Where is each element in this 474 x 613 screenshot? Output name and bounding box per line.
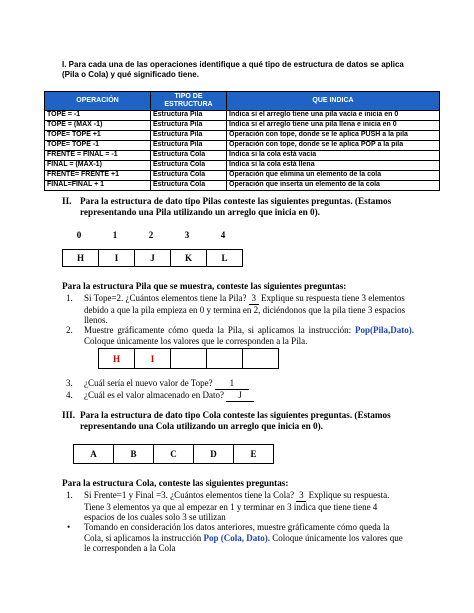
q3-text: ¿Cuál sería el nuevo valor de Tope? <box>84 378 213 388</box>
cell-que-indica: Operación con tope, donde se le aplica POP a la pila <box>227 141 440 151</box>
cell-operacion: FINAL = (MAX-1) <box>45 161 151 171</box>
table-row <box>45 171 440 181</box>
column-header-que-indica: QUE INDICA <box>227 92 440 111</box>
cell-tipo: Estructura Pila <box>151 141 227 151</box>
table-row <box>45 121 440 131</box>
queue-q1-text: Si Frente=1 y Final =3. ¿Cuántos elementos tiene la Cola? <box>84 490 295 500</box>
cell-que-indica: Operación con tope, donde se le aplica PUSH a la pila <box>227 131 440 141</box>
q1-number: 1. <box>66 293 73 303</box>
stack-question-1 <box>84 293 414 326</box>
cell-operacion: TOPE= TOPE +1 <box>45 131 151 141</box>
stack-question-3 <box>84 378 249 390</box>
cell-tipo: Estructura Pila <box>151 121 227 131</box>
cell-operacion: TOPE = -1 <box>45 111 151 121</box>
cell-operacion: TOPE= TOPE -1 <box>45 141 151 151</box>
q2-number: 2. <box>66 325 73 335</box>
queue-cell: E <box>233 444 274 464</box>
queue-q1-number: 1. <box>66 490 73 500</box>
cell-tipo: Estructura Cola <box>151 151 227 161</box>
cell-tipo: Estructura Cola <box>151 181 227 191</box>
stack-result-cell: H <box>98 348 135 369</box>
stack-question-2 <box>84 325 414 346</box>
stack-result-cell <box>242 348 279 369</box>
index-label: 4 <box>220 230 226 240</box>
table-row <box>45 111 440 121</box>
q2-text-end: Coloque únicamente los valores que le corresponden a la Pila. <box>84 335 308 346</box>
queue-cell: D <box>193 444 234 464</box>
stack-cell: I <box>98 249 135 267</box>
queue-questions-intro: Para la estructura Cola, conteste las siguientes preguntas: <box>62 478 289 488</box>
cell-tipo: Estructura Pila <box>151 131 227 141</box>
column-header-tipo: TIPO DE ESTRUCTURA <box>151 92 227 111</box>
index-label: 1 <box>112 230 118 240</box>
index-label: 3 <box>184 230 190 240</box>
stack-cell: L <box>206 249 243 267</box>
queue-bullet-text: Tomando en consideración los datos anteriores, muestre gráficamente cómo queda la Cola, si aplicamos la instrucción <box>84 522 390 543</box>
queue-bullet-question <box>84 522 410 554</box>
q3-number: 3. <box>66 378 73 388</box>
index-label: 2 <box>148 230 154 240</box>
stack-result-cell <box>206 348 243 369</box>
operations-table <box>44 91 440 191</box>
stack-cell: K <box>170 249 207 267</box>
cell-que-indica: Operación que elimina un elemento de la cola <box>227 171 440 181</box>
cell-tipo: Estructura Cola <box>151 161 227 171</box>
section-2-number: II. <box>62 196 72 206</box>
queue-q1-answer: 3 <box>296 490 306 502</box>
stack-cell: J <box>134 249 171 267</box>
stack-result-cell: I <box>134 348 171 369</box>
queue-cell: A <box>73 444 114 464</box>
table-row <box>45 161 440 171</box>
queue-cell: B <box>113 444 154 464</box>
table-row <box>45 181 440 191</box>
q2-instruction: Pop(Pila,Dato). <box>355 325 415 335</box>
stack-question-4 <box>84 390 254 402</box>
cell-operacion: FRENTE = FINAL = -1 <box>45 151 151 161</box>
stack-cell: H <box>62 249 99 267</box>
cell-tipo: Estructura Cola <box>151 171 227 181</box>
cell-operacion: FRENTE= FRENTE +1 <box>45 171 151 181</box>
queue-cell: C <box>153 444 194 464</box>
section-3-heading: Para la estructura de dato tipo Cola conteste las siguientes preguntas. (Estamos representando una Cola utilizando un arreglo que inicia en 0). <box>80 410 391 431</box>
q4-number: 4. <box>66 390 73 400</box>
cell-que-indica: Operación que inserta un elemento de la cola <box>227 181 440 191</box>
queue-array <box>73 444 273 464</box>
queue-bullet-text-end: Coloque únicamente los valores que le corresponden a la Cola <box>84 532 403 553</box>
q1-answer: 3 <box>249 293 259 305</box>
q1-explanation: Explique su respuesta tiene 3 elementos debido a que la pila empieza en 0 y termina en 2, diciéndonos que la pila tiene 3 espacios llenos. <box>84 293 406 325</box>
cell-que-indica: Indica si el arreglo tiene una pila vacía e inicia en 0 <box>227 111 440 121</box>
table-header-row <box>45 92 440 111</box>
stack-result-cell <box>170 348 207 369</box>
bullet-icon: • <box>67 522 71 532</box>
stack-indices <box>69 230 233 240</box>
section-2-heading: Para la estructura de dato tipo Pilas conteste las siguientes preguntas. (Estamos representando una Pila utilizando un arreglo que inicia en 0). <box>80 196 392 217</box>
column-header-operacion: OPERACIÓN <box>45 92 151 111</box>
cell-que-indica: Indica si el arreglo tiene una pila llena e inicia en 0 <box>227 121 440 131</box>
q4-text: ¿Cuál es el valor almacenado en Dato? <box>84 390 224 400</box>
stack-questions-intro: Para la estructura Pila que se muestra, conteste las siguientes preguntas: <box>62 281 347 291</box>
queue-q1-explanation: Explique su respuesta. Tiene 3 elementos ya que al empezar en 1 y terminar en 3 indica que tiene tiene 4 espacios de los cuales solo 3 se utilizan <box>84 490 390 522</box>
cell-tipo: Estructura Pila <box>151 111 227 121</box>
table-row <box>45 151 440 161</box>
stack-result-array <box>98 348 278 369</box>
q1-text: Si Tope=2. ¿Cuántos elementos tiene la Pila? <box>84 293 247 303</box>
cell-operacion: TOPE = (MAX -1) <box>45 121 151 131</box>
table-row <box>45 141 440 151</box>
q2-text: Muestre gráficamente cómo queda la Pila, si aplicamos la instrucción: <box>84 325 352 335</box>
cell-que-indica: Indica si la cola está llena <box>227 161 440 171</box>
section-3-number: III. <box>62 410 76 420</box>
index-label: 0 <box>76 230 82 240</box>
section-1-title: I. Para cada una de las operaciones identifique a qué tipo de estructura de datos se aplica (Pila o Cola) y qué significado tiene. <box>62 60 404 79</box>
q4-answer: J <box>226 390 254 402</box>
cell-operacion: FINAL=FINAL + 1 <box>45 181 151 191</box>
q3-answer: 1 <box>215 378 249 390</box>
table-row <box>45 131 440 141</box>
queue-bullet-instruction: Pop (Cola, Dato). <box>203 532 270 543</box>
stack-array <box>62 249 242 267</box>
cell-que-indica: Indica si la cola está vacía <box>227 151 440 161</box>
queue-question-1 <box>84 490 402 523</box>
